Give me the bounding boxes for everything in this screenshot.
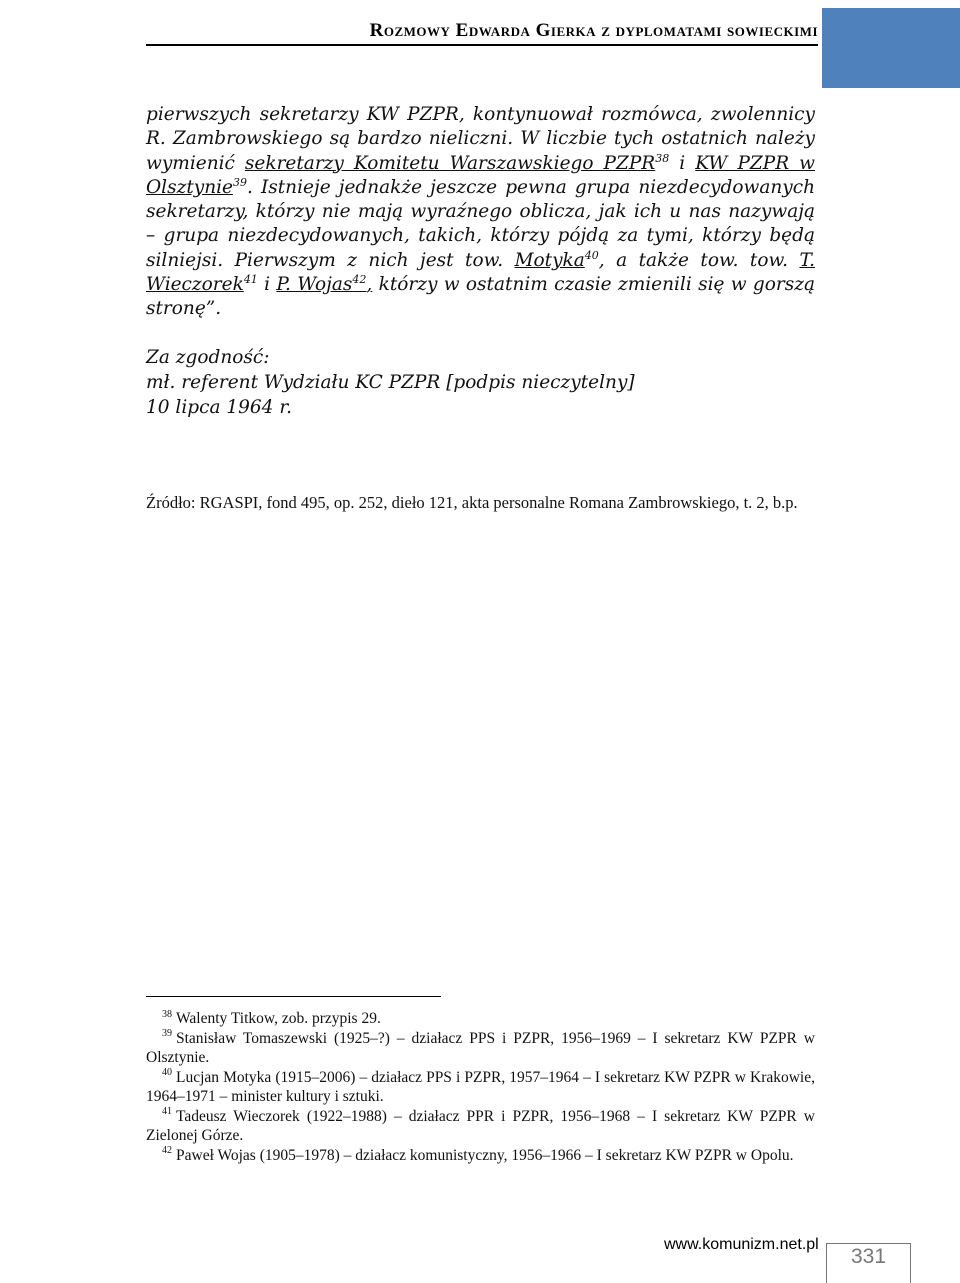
footnote-38: $^{38}$ Walenty Titkow, zob. przypis 29.: [162, 1008, 381, 1027]
footnote-39: $^{39}$ Stanisław Tomaszewski (1925–?) – działacz PPS i PZPR, 1956–1969 – I sekretarz KW PZPR w Olsztynie.: [146, 1028, 815, 1066]
reference-motyka: Motyka: [514, 249, 585, 271]
signature-date: 10 lipca 1964 r.: [146, 397, 293, 418]
reference-warsaw-committee: sekretarzy Komitetu Warszawskiego PZPR: [244, 152, 656, 174]
page-number: 331: [850, 1245, 887, 1268]
reference-wieczorek: T. Wieczorek: [146, 249, 815, 296]
footnote-ref-39: 39: [233, 175, 247, 189]
header-title: Rozmowy Edwarda Gierka z dyplomatami sowieckimi: [369, 20, 818, 41]
footer-website: www.komunizm.net.pl: [664, 1236, 819, 1253]
body-paragraph: pierwszych sekretarzy KW PZPR, kontynuował rozmówca, zwolennicy R. Zambrowskiego są bardzo nieliczni. W liczbie tych ostatnich należy wymienić sekretarzy Komitetu Warszawskiego PZPR$^{38}$ i KW PZPR w Olsztynie$^{39}$. Istnieje jednakże jeszcze pewna grupa niezdecydowanych sekretarzy, którzy nie mają wyraźnego oblicza, jak ich u nas nazywają – grupa niezdecydowanych, takich, którzy pójdą za tymi, którzy będą silniejsi. Pierwszym z nich jest tow. Motyka$^{40}$, a także tow. tow. T. Wieczorek$^{41}$ i P. Wojas$^{42}$, którzy w ostatnim czasie zmienili się w gorszą stronę”.: [146, 104, 815, 320]
signature-line-1: Za zgodność:: [146, 347, 270, 368]
footnote-40: $^{40}$ Lucjan Motyka (1915–2006) – działacz PPS i PZPR, 1957–1964 – I sekretarz KW PZPR w Krakowie, 1964–1971 – minister kultury i sztuki.: [146, 1067, 815, 1105]
footnote-ref-38: 38: [655, 151, 670, 165]
footnote-separator: [146, 996, 441, 997]
source-note: Źródło: RGASPI, fond 495, op. 252, dieło 121, akta personalne Romana Zambrowskiego, t. 2, b.p.: [146, 493, 798, 512]
header-rule: [146, 44, 818, 46]
footnote-ref-41: 41: [243, 272, 258, 286]
body-text: [146, 103, 815, 322]
footnote-42: $^{42}$ Paweł Wojas (1905–1978) – działacz komunistyczny, 1956–1966 – I sekretarz KW PZPR w Opolu.: [162, 1145, 794, 1164]
header-corner-block: [822, 8, 960, 88]
reference-wojas: P. Wojas$^{42}$,: [276, 272, 373, 296]
signature-line-2: mł. referent Wydziału KC PZPR [podpis nieczytelny]: [146, 372, 635, 393]
footnotes: [146, 1009, 815, 1165]
footnote-41: $^{41}$ Tadeusz Wieczorek (1922–1988) – działacz PPR i PZPR, 1956–1968 – I sekretarz KW PZPR w Zielonej Górze.: [146, 1106, 815, 1144]
footnote-ref-40: 40: [584, 248, 599, 262]
footnote-ref-42: 42: [352, 272, 367, 286]
reference-olsztyn-committee: KW PZPR w Olsztynie: [146, 152, 815, 198]
